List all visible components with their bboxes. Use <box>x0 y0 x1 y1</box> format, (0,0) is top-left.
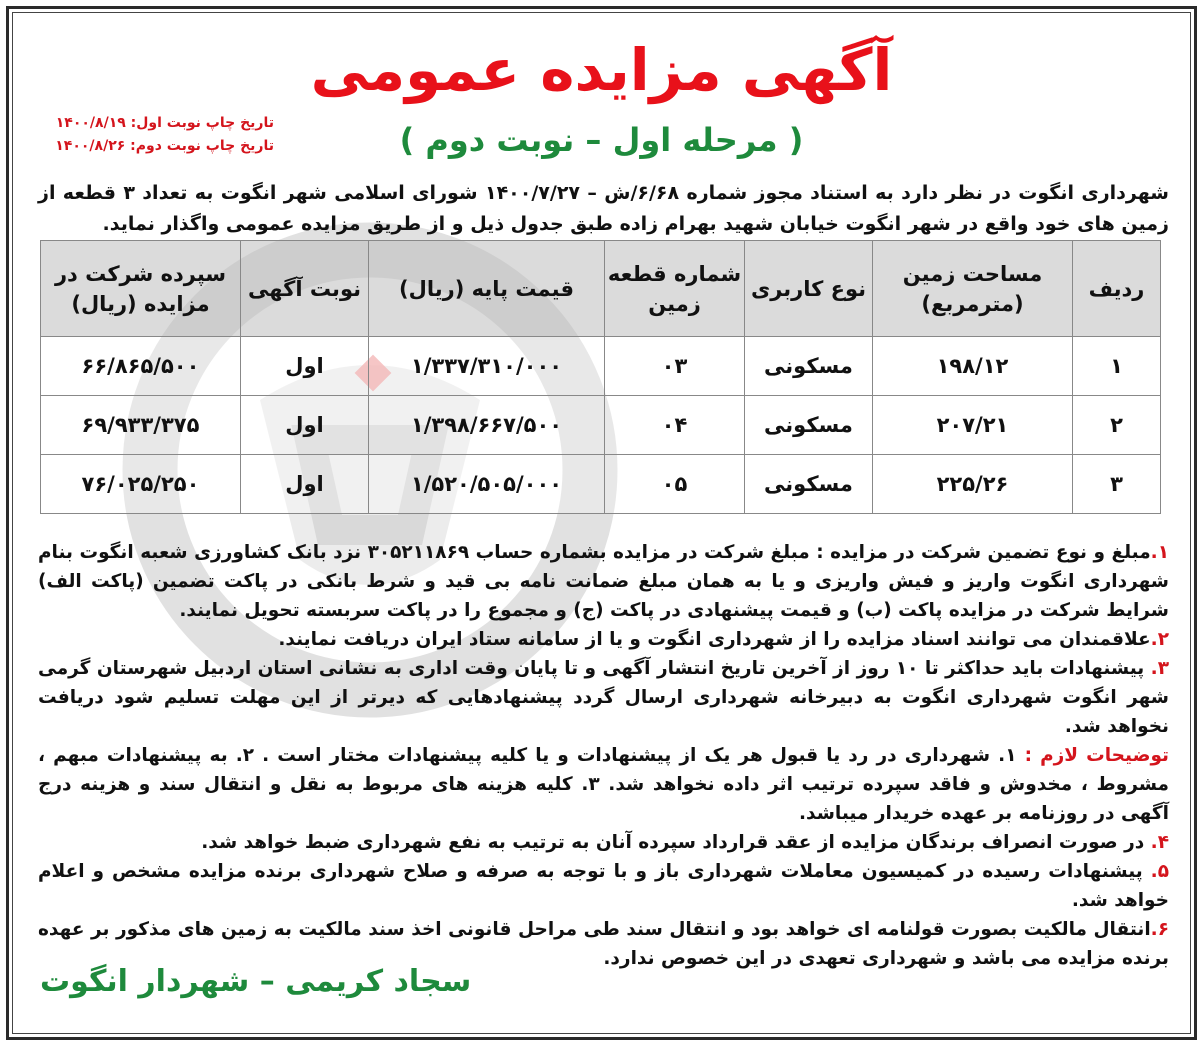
col-header-ad-round: نوبت آگهی <box>241 241 369 337</box>
col-header-area: مساحت زمین (مترمربع) <box>873 241 1073 337</box>
cell-deposit: ۶۶/۸۶۵/۵۰۰ <box>41 337 241 396</box>
notes-label: توضیحات لازم : <box>1024 745 1169 766</box>
cell-deposit: ۶۹/۹۳۳/۳۷۵ <box>41 396 241 455</box>
cell-plot-number: ۰۴ <box>605 396 745 455</box>
signature: سجاد کریمی – شهردار انگوت <box>40 964 472 999</box>
term-text: علاقمندان می توانند اسناد مزایده را از شهرداری انگوت و یا از سامانه ستاد ایران دریافت نمایند. <box>278 629 1151 650</box>
cell-area: ۲۲۵/۲۶ <box>873 455 1073 514</box>
second-print-date: تاریخ چاپ نوبت دوم: ۱۴۰۰/۸/۲۶ <box>55 138 274 154</box>
table-row <box>41 396 1161 455</box>
col-header-plot-number: شماره قطعه زمین <box>605 241 745 337</box>
cell-plot-number: ۰۵ <box>605 455 745 514</box>
table-header-row <box>41 241 1161 337</box>
term-item-1 <box>38 538 1169 625</box>
term-text: مبلغ و نوع تضمین شرکت در مزایده : مبلغ شرکت در مزایده بشماره حساب ۳۰۵۲۱۱۸۶۹ نزد بانک کشاورزی شعبه انگوت بنام شهرداری انگوت واریز و فیش واریزی و یا به همان مبلغ ضمانت نامه بی قید و شرط بانکی در پاکت تضمین (پاکت الف) شرایط شرکت در مزایده پاکت (ب) و قیمت پیشنهادی در پاکت (ج) و مجموع را در پاکت سربسته تحویل نمایند. <box>38 542 1169 621</box>
term-item-5 <box>38 857 1169 915</box>
cell-usage: مسکونی <box>745 337 873 396</box>
col-header-usage: نوع کاربری <box>745 241 873 337</box>
term-number: ۵. <box>1150 861 1169 882</box>
term-number: ۳. <box>1150 658 1169 679</box>
table-row <box>41 455 1161 514</box>
ad-subtitle: ( مرحله اول – نوبت دوم ) <box>399 121 804 159</box>
term-item-4 <box>38 828 1169 857</box>
col-header-row-number: ردیف <box>1073 241 1161 337</box>
term-number: ۲. <box>1150 629 1169 650</box>
cell-ad-round: اول <box>241 455 369 514</box>
first-print-date: تاریخ چاپ نوبت اول: ۱۴۰۰/۸/۱۹ <box>55 115 274 131</box>
cell-area: ۱۹۸/۱۲ <box>873 337 1073 396</box>
term-item-2 <box>38 625 1169 654</box>
intro-paragraph: شهرداری انگوت در نظر دارد به استناد مجوز شماره ۶/۶۸/ش – ۱۴۰۰/۷/۲۷ شورای اسلامی شهر انگوت به تعداد ۳ قطعه از زمین های خود واقع در شهر انگوت خیابان شهید بهرام زاده طبق جدول ذیل و از طریق مزایده عمومی واگذار نماید. <box>38 182 1169 235</box>
cell-deposit: ۷۶/۰۲۵/۲۵۰ <box>41 455 241 514</box>
table-row <box>41 337 1161 396</box>
cell-row-number: ۱ <box>1073 337 1161 396</box>
col-header-deposit: سپرده شرکت در مزایده (ریال) <box>41 241 241 337</box>
notes-text: ۱. شهرداری در رد یا قبول هر یک از پیشنهادات و یا کلیه پیشنهادات مختار است . ۲. به پیشنهادات مبهم ، مشروط ، مخدوش و فاقد سپرده ترتیب اثر داده نخواهد شد. ۳. کلیه هزینه های مربوط به نقل و انتقال سند و هزینه درج آگهی در روزنامه بر عهده خریدار میباشد. <box>38 745 1169 824</box>
ad-title: آگهی مزایده عمومی <box>310 36 893 104</box>
cell-base-price: ۱/۳۳۷/۳۱۰/۰۰۰ <box>369 337 605 396</box>
terms-section <box>38 538 1169 973</box>
term-text: پیشنهادات رسیده در کمیسیون معاملات شهرداری باز و با توجه به صرفه و صلاح شهرداری برنده مزایده مشخص و اعلام خواهد شد. <box>38 861 1169 911</box>
cell-ad-round: اول <box>241 337 369 396</box>
notes-item <box>38 741 1169 828</box>
term-number: ۶. <box>1150 919 1169 940</box>
cell-row-number: ۳ <box>1073 455 1161 514</box>
col-header-base-price: قیمت پایه (ریال) <box>369 241 605 337</box>
print-dates <box>34 112 274 158</box>
term-number: ۱. <box>1150 542 1169 563</box>
cell-base-price: ۱/۵۲۰/۵۰۵/۰۰۰ <box>369 455 605 514</box>
cell-usage: مسکونی <box>745 396 873 455</box>
cell-row-number: ۲ <box>1073 396 1161 455</box>
cell-ad-round: اول <box>241 396 369 455</box>
term-text: پیشنهادات باید حداکثر تا ۱۰ روز از آخرین تاریخ انتشار آگهی و تا پایان وقت اداری به نشانی استان اردبیل شهرستان گرمی شهر انگوت شهرداری انگوت به دبیرخانه شهرداری ارسال گردد پیشنهادهایی که دیرتر از این مهلت تسلیم شود دریافت نخواهد شد. <box>37 658 1169 737</box>
cell-base-price: ۱/۳۹۸/۶۶۷/۵۰۰ <box>369 396 605 455</box>
cell-usage: مسکونی <box>745 455 873 514</box>
term-item-3 <box>38 654 1169 741</box>
cell-plot-number: ۰۳ <box>605 337 745 396</box>
term-text: انتقال مالکیت بصورت قولنامه ای خواهد بود و انتقال سند طی مراحل قانونی اخذ سند مالکیت به زمین های مذکور بر عهده برنده مزایده می باشد و شهرداری تعهدی در این خصوص ندارد. <box>38 919 1169 969</box>
cell-area: ۲۰۷/۲۱ <box>873 396 1073 455</box>
auction-table <box>40 240 1161 514</box>
term-number: ۴. <box>1150 832 1169 853</box>
term-text: در صورت انصراف برندگان مزایده از عقد قرارداد سپرده آنان به ترتیب به نفع شهرداری ضبط خواهد شد. <box>201 832 1151 853</box>
